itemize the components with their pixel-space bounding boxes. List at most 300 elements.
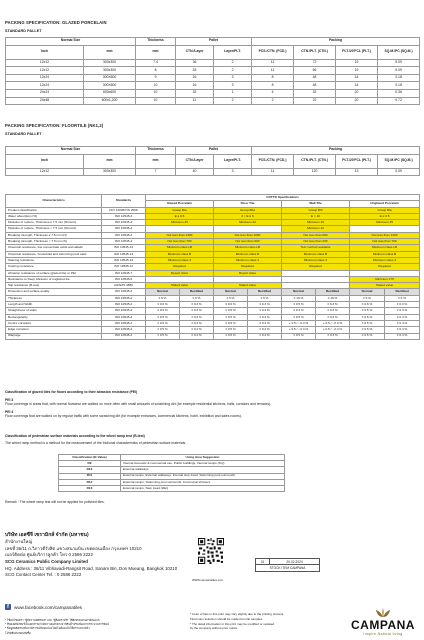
ramp-class: R11 [59, 473, 121, 479]
ramp-area: Internal domestic & commercial use, Public buildings, Internal ramps (Dry) [121, 461, 285, 467]
table-cell: 19 [336, 59, 378, 67]
spec-dim-value: ± 0.4 % [180, 327, 214, 333]
spec-standard: ISO 10545-11 [102, 264, 146, 270]
table-cell: 2 [214, 67, 252, 75]
table-cell: 12x12 [6, 59, 84, 67]
spec-value: Minimum class B [282, 251, 350, 257]
table-cell: 48 [294, 74, 336, 82]
spec-dim-value: ± 0.3 % [248, 308, 282, 314]
spec-standard: ISO 10545-4 [102, 226, 146, 232]
disclaimer-en-line: by the company without prior notice. [190, 626, 239, 631]
stock-date: 20-02-2024 [286, 559, 303, 564]
spec-value: Minimum class B [214, 251, 282, 257]
spec-dim-value: ± 0.5 % [146, 308, 180, 314]
hdr-thickness: Thickness [136, 38, 176, 46]
spec-dim-value: ± 5 % [214, 295, 248, 301]
table-cell: 8 [252, 82, 294, 90]
spec-standard: ISO 10545-2 [102, 289, 146, 295]
spec-dim-value: ± 5 % [350, 295, 385, 301]
spec-dim-value: ± 0.6 % [214, 302, 248, 308]
table-cell: 32 [294, 89, 336, 97]
hdr-mm2: mm [136, 45, 176, 59]
table-cell: 10 [136, 89, 176, 97]
spec-col-unglazed: Unglazed Porcelain [350, 201, 420, 207]
spec-dim-value: ± 0.5 % [214, 314, 248, 320]
spec-value: Minimum class 3 [146, 257, 214, 263]
spec-dim-value: Rectified [180, 289, 214, 295]
table-cell: 2 [214, 59, 252, 67]
spec-dim-value: Normal [214, 289, 248, 295]
spec-standard: ISO 10545-7 [102, 270, 146, 276]
table-cell: 0.09 [378, 67, 420, 75]
ramp-class: R13 [59, 485, 121, 491]
spec-value: Required [214, 264, 282, 270]
spec-value: Not less than 1300 [350, 232, 420, 238]
table-cell: 14 [336, 82, 378, 90]
table-cell: 66 [294, 67, 336, 75]
spec-value: Group BIa [146, 207, 214, 213]
company-office-th: สำนักงานใหญ่ [5, 539, 33, 545]
spec-dim-value: ± 0.5 % [350, 308, 385, 314]
spec-characteristic: Dimension and surface quality [6, 289, 102, 295]
spec-characteristic: Chemical resistance, household and swimming pool salts [6, 251, 102, 257]
pei4-label: PEI 4 [5, 409, 14, 414]
spec-standard: ISO 10545-2 [102, 320, 146, 326]
spec-dim-value: ± 0.3 % [248, 302, 282, 308]
ramp-hdr-class: Classification (R-Value) [59, 455, 121, 461]
spec-value: Minimum class 3 [282, 257, 350, 263]
disclaimer-en-line: Final color selection should be made from tile samples. [190, 616, 264, 621]
spec-dim-value: ± 0.3 % [316, 302, 350, 308]
spec-col-glazed: Glazed Porcelain [146, 201, 214, 207]
table-cell: 11 [252, 59, 294, 67]
spec-characteristic: Edge curvature [6, 327, 102, 333]
table-cell: 12x12 [6, 67, 84, 75]
disclaimer-th-line: * ข้อมูลผลิตภัณฑ์อาจมีการเปลี่ยนแปลงโดยไม่ต้องแจ้งให้ทราบล่วงหน้า [5, 626, 90, 631]
disclaimer-en-line: * The detail information in this print may be modified or updated [190, 621, 275, 626]
table-cell: 0.09 [378, 168, 420, 176]
table-cell: 20 [336, 97, 378, 105]
table-cell: 3 [214, 74, 252, 82]
ramp-desc: The wheel ramp method is a method for the measurement of the frictional characteristics of pedestrian surface materials. [5, 440, 187, 445]
spec-standard: ISO 10545-14 [102, 257, 146, 263]
spec-dim-value: ± 0.3 % [385, 314, 420, 320]
table-cell: 7.4 [136, 59, 176, 67]
spec-standard: ISO 10545-13 [102, 251, 146, 257]
spec-value: Group BIII [282, 207, 350, 213]
table-cell: 12x12 [6, 168, 84, 176]
spec-value: E ≤ 0.5 [146, 213, 214, 219]
spec-value: Minimum class 3 [350, 257, 420, 263]
pei3-label: PEI 3 [5, 397, 14, 402]
spec-value: Minimum class LB [214, 245, 282, 251]
table-cell: 0.18 [378, 74, 420, 82]
spec-dim-value: ± 0.4 % [385, 333, 420, 339]
table-cell: 300X600 [84, 74, 136, 82]
ramp-area: External walkways [121, 467, 285, 473]
company-phone-en: SCG Contact Center Tel. : 0 2586 2222 [5, 572, 82, 578]
spec-dim-value: ± 0.5 % [282, 302, 316, 308]
spec-value: Not less than 1300 [146, 232, 214, 238]
spec-value: Not less than 200 [282, 239, 350, 245]
table-cell: 3 [214, 168, 252, 176]
packing-table-floortile [5, 146, 420, 176]
table-cell: 120 [294, 168, 336, 176]
ramp-row [59, 485, 285, 491]
table-cell: 9 [136, 74, 176, 82]
hdr2-pcs-ctn: PCS./CTN. (FCD.) [252, 154, 294, 168]
table-cell: 12x24 [6, 82, 84, 90]
pallet-subtitle-glazed: STANDARD PALLET [5, 29, 42, 33]
table-cell: 8 [136, 67, 176, 75]
ramp-hdr-area: Using Area Suggestion [121, 455, 285, 461]
spec-characteristic: Product classification [6, 207, 102, 213]
spec-characteristic: Breaking strength, Thickness ≥ 7.5 mm (N) [6, 232, 102, 238]
spec-value: Not less than 1000 [214, 232, 282, 238]
pei4-text: Floor coverings that are walked on by regular traffic with some scratching dirt (for example entrances, commercial kitchens, hotel, exhibition and sales rooms). [5, 414, 242, 419]
spec-dim-value: ± 0.3 % [180, 314, 214, 320]
spec-characteristic: Abrasion resistance of surface (glazed tile) or PEI [6, 270, 102, 276]
spec-dim-value: Rectified [316, 289, 350, 295]
ramp-class: R9 [59, 461, 121, 467]
hdr2-mm2: mm [136, 154, 176, 168]
table-row [6, 97, 420, 105]
spec-characteristic: Resistance to Deep Abrasion of unglazed tile [6, 276, 102, 282]
table-cell: 16 [176, 82, 214, 90]
spec-hdr-characteristics: Characteristics [6, 195, 102, 208]
spec-dim-value: ± 10 % [316, 295, 350, 301]
spec-dim-value: ± 0.3 % [180, 302, 214, 308]
ramp-class: R12 [59, 479, 121, 485]
ramp-table [58, 454, 285, 492]
facebook-url[interactable]: www.facebook.com/campanatiles [14, 604, 82, 610]
qr-url[interactable]: WWW.campanatiles.com [192, 578, 224, 582]
spec-hdr-standards: Standards [102, 195, 146, 208]
hdr2-sqm-pc: SQ.M./PC (SQ.M.) [378, 154, 420, 168]
spec-value: Test method available [282, 245, 350, 251]
spec-dim-value: ± 5 % [180, 295, 214, 301]
table-cell: 19 [336, 67, 378, 75]
ramp-area: External ramps, Swimming pool surrounds, Communal showers [121, 479, 285, 485]
hdr-inch: Inch [6, 45, 84, 59]
spec-value: Not less than 700 [350, 239, 420, 245]
spec-dim-value: ± 0.5 % [282, 314, 316, 320]
spec-value: Not less than 600 [282, 232, 350, 238]
company-name-en: SCG Ceramics Public Company Limited [5, 559, 88, 565]
spec-standard: ISO 10545-13 [102, 245, 146, 251]
spec-value: E > 10 [282, 213, 350, 219]
pei3-text: Floor coverings in areas that, with normal footwear are walked on more often with small amounts of scratching dirt (for example residential kitchens, halls, corridors and terraces). [5, 402, 272, 407]
pei-section [5, 390, 419, 419]
spec-value: Stated value [214, 283, 282, 289]
table-cell: 7 [136, 168, 176, 176]
spec-col-floor: Floor Tile [214, 201, 282, 207]
disclaimer-th-line: * ใช้คลไซยตรา "ผู้มีความมีสลิกเด๋" และ "ผู้ถือคราห์ช" ใช้ผิกดับเพกนต่าอีหองแก [5, 618, 100, 622]
spec-value: Stated value [146, 283, 214, 289]
hdr-layer-plt: Layer/PLT. [214, 45, 252, 59]
table-cell: 600x1,200 [84, 97, 136, 105]
table-cell: 300x300 [84, 59, 136, 67]
hdr2-thickness: Thickness [136, 147, 176, 155]
spec-value: E ≤ 0.5 [350, 213, 420, 219]
hdr-plt-fcl: PLT./20'FCL (PLT.) [336, 45, 378, 59]
pei-title: Classification of glazed tiles for floors according to their abrasion resistance (PEI) [5, 390, 138, 394]
table-cell: 2 [252, 97, 294, 105]
spec-dim-value: ± 0.3 % [316, 333, 350, 339]
spec-value: Minimum 22 [214, 220, 282, 226]
hdr-ctn-layer: CTN./Layer [176, 45, 214, 59]
spec-dim-value: ± 0.4 % [385, 320, 420, 326]
spec-dim-value: ± 0.5 % [214, 308, 248, 314]
spec-value: Minimum 15 [282, 220, 350, 226]
spec-dim-value: ± 5 % [248, 295, 282, 301]
spec-dim-value: ± 0.4 % [248, 333, 282, 339]
spec-dim-value: + 0.5 / - 0.3 % [316, 320, 350, 326]
hdr2-layer-plt: Layer/PLT. [214, 154, 252, 168]
hdr2-ctn-layer: CTN./Layer [176, 154, 214, 168]
spec-dim-value: ± 0.5 % [146, 327, 180, 333]
table-row [6, 168, 420, 176]
hdr2-ctn-plt: CTN./PLT. (CTN.) [294, 154, 336, 168]
stock-number: 01 [256, 559, 270, 564]
qr-code-icon[interactable] [198, 538, 224, 564]
spec-characteristic: Modulus of rupture, Thickness < 7.5 mm (N/mm2) [6, 226, 102, 232]
spec-dim-value: ± 0.3 % [180, 308, 214, 314]
spec-dim-value: ± 0.3 % [385, 302, 420, 308]
spec-characteristic: Crazing resistance [6, 264, 102, 270]
spec-dim-value: ± 0.4 % [248, 320, 282, 326]
table-cell: 300x300 [84, 168, 136, 176]
spec-dim-value: ± 0.5 % [214, 327, 248, 333]
table-row [6, 74, 420, 82]
spec-characteristic: Slip resistance (R-test) [6, 283, 102, 289]
company-name-th: บริษัท เอสซีจี เซรามิกส์ จำกัด (มหาชน) [5, 532, 89, 538]
spec-dim-value: Rectified [385, 289, 420, 295]
spec-standard: ISO 13006/TIS 2508 [102, 207, 146, 213]
spec-value: Not less than 700 [146, 239, 214, 245]
pallet-subtitle-floortile: STANDARD PALLET [5, 132, 42, 136]
table-row [6, 89, 420, 97]
table-cell: 14 [336, 74, 378, 82]
table-cell: 1 [214, 89, 252, 97]
table-cell: 300x300 [84, 67, 136, 75]
spec-characteristic: Straightness of sides [6, 308, 102, 314]
ramp-class: R10 [59, 467, 121, 473]
spec-standard: ISO 10545-2 [102, 327, 146, 333]
spec-dim-value: Rectified [248, 289, 282, 295]
table-cell: 3 [214, 82, 252, 90]
hdr-mm: mm [84, 45, 136, 59]
stock-badge [255, 558, 320, 572]
spec-standard: ISO 10545-4 [102, 232, 146, 238]
packing-title-floortile: PACKING SPECIFICATION: FLOORTILE (NK1,2) [5, 123, 104, 128]
table-cell: 36 [176, 59, 214, 67]
hdr2-plt-fcl: PLT./20'FCL (PLT.) [336, 154, 378, 168]
spec-value: Report class [146, 270, 214, 276]
spec-value: Minimum 12 [282, 226, 350, 232]
hdr-pcs-ctn: PCS./CTN. (FCD.) [252, 45, 294, 59]
spec-dim-value: + 0.5 / - 0.3 % [316, 327, 350, 333]
spec-dim-value: + 0.5 / - 0.3 % [282, 327, 316, 333]
spec-dim-value: ± 0.5 % [350, 327, 385, 333]
table-cell: 4 [252, 89, 294, 97]
spec-standard: ISO 10545-2 [102, 308, 146, 314]
table-cell: 72 [294, 59, 336, 67]
table-cell: 33 [176, 67, 214, 75]
disclaimer-th-line: โปรดยืนยันก่อนสั่งซื้อ [5, 630, 31, 635]
spec-value: Minimum class 3 [214, 257, 282, 263]
spec-value: Required [146, 264, 214, 270]
spec-value: Minimum 35 [350, 220, 420, 226]
table-cell: 32 [176, 89, 214, 97]
spec-characteristic: Breaking strength, Thickness < 7.5 mm (N) [6, 239, 102, 245]
company-address-th: เลขที่ 36/11 ถ.วิภาวดีรังสิต แขวงสนามบิน เขตดอนเมือง กรุงเทพฯ 10210 [5, 545, 142, 551]
brand-name: CAMPANA [351, 618, 415, 632]
hdr-pallet: Pallet [176, 38, 252, 46]
ramp-section [5, 434, 419, 445]
table-cell: 0.18 [378, 82, 420, 90]
hdr2-pallet: Pallet [176, 147, 252, 155]
table-cell: 24x48 [6, 97, 84, 105]
spec-hdr-cotto: COTTO Specifications [146, 195, 420, 201]
spec-dim-value: ± 0.6 % [350, 302, 385, 308]
table-cell: 16 [176, 74, 214, 82]
spec-value: Report class [214, 270, 282, 276]
spec-dim-value: Normal [282, 289, 316, 295]
facebook-link[interactable] [5, 604, 82, 610]
spec-standard: ISO 10545-4 [102, 220, 146, 226]
spec-value: Required [282, 264, 350, 270]
ramp-remark: Remark : The wheel ramp test will not be applied for polished tiles. [5, 500, 105, 504]
spec-characteristic: Length and Width [6, 302, 102, 308]
ramp-area: External ramps, External walkways, Internal step tread, Swimming pool surrounds [121, 473, 285, 479]
spec-characteristic: Staining resistance [6, 257, 102, 263]
table-cell: 40 [176, 168, 214, 176]
spec-dim-row [6, 333, 420, 339]
spec-dim-value: ± 0.3 % [282, 308, 316, 314]
stock-label: STOCK ITEM CAMPANA [269, 566, 306, 570]
disclaimer-en-line: * Color of tiles in this print may vary slightly due to the printing process. [190, 612, 285, 616]
spec-standard: ISO 10545-2 [102, 314, 146, 320]
hdr2-normal-size: Normal Size [6, 147, 136, 155]
spec-standard: ISO 10545-6 [102, 276, 146, 282]
packing-table-glazed [5, 37, 420, 105]
table-row [6, 59, 420, 67]
brand-tagline: Inspire Natural living [363, 632, 403, 636]
spec-dim-value: Normal [146, 289, 180, 295]
facebook-icon: f [5, 604, 11, 610]
hdr2-packing: Packing [252, 147, 420, 155]
table-cell: 11 [176, 97, 214, 105]
table-cell: 12x24 [6, 74, 84, 82]
ramp-area: External ramps, Step tread (Wet) [121, 485, 285, 491]
spec-value: Minimum class LB [350, 245, 420, 251]
spec-dim-value: ± 5 % [146, 295, 180, 301]
table-cell: 20 [336, 89, 378, 97]
disclaimer-th-line: * สีของผลิตภัณฑ์ในเอกสารอาจมีความแตกต่างจากสินค้าจริงเนื่องจากกระบวนการพิมพ์ [5, 622, 110, 627]
spec-value: Minimum 35 [146, 220, 214, 226]
table-cell: 300X600 [84, 82, 136, 90]
company-address-en: HQ. Address : 36/11 Vibhavadi-Rangsit Road, Sanam Bin, Don Mueang, Bangkok 10210 [5, 565, 178, 571]
table-cell: 600x600 [84, 89, 136, 97]
campana-logo [346, 608, 420, 636]
company-phone-th: เบอร์ติดต่อ ศูนย์บริการลูกค้า โทร 0 2586 2222 [5, 552, 93, 557]
spec-characteristic: Water absorption (%) [6, 213, 102, 219]
table-cell: 10 [136, 82, 176, 90]
ramp-title: Classification of pedestrian surface materials according to the wheel ramp test (R-test) [5, 434, 145, 438]
table-cell: 22 [294, 97, 336, 105]
table-cell: 2 [214, 97, 252, 105]
spec-dim-value: ± 0.4 % [385, 327, 420, 333]
table-row [6, 82, 420, 90]
spec-value: Group BIIa [214, 207, 282, 213]
spec-value: Required [350, 264, 420, 270]
spec-dim-value: ± 0.5 % [146, 320, 180, 326]
spec-value: Group BIa [350, 207, 420, 213]
leaf-icon [375, 608, 391, 618]
table-cell: 8 [252, 74, 294, 82]
spec-dim-value: ± 0.3 % [385, 308, 420, 314]
hdr-packing: Packing [252, 38, 420, 46]
spec-dim-value: ± 0.5 % [282, 333, 316, 339]
spec-dim-value: ± 0.5 % [146, 314, 180, 320]
spec-dim-value: ± 0.4 % [180, 320, 214, 326]
spec-standard: AS/NZS 4586 [102, 283, 146, 289]
spec-value: Minimum class B [146, 251, 214, 257]
table-cell: 10 [136, 97, 176, 105]
spec-characteristic: Warpage [6, 333, 102, 339]
spec-value: Minimum class LB [146, 245, 214, 251]
table-cell: 0.36 [378, 89, 420, 97]
spec-standard: ISO 10545-2 [102, 333, 146, 339]
technical-spec-table [5, 194, 420, 340]
spec-standard: ISO 10545-3 [102, 213, 146, 219]
spec-dim-value: + 0.5 / - 0.3 % [282, 320, 316, 326]
table-cell: 0.09 [378, 59, 420, 67]
company-info [5, 532, 177, 579]
spec-characteristic: Thickness [6, 295, 102, 301]
table-cell: 24x24 [6, 89, 84, 97]
spec-dim-value: ± 0.5 % [214, 333, 248, 339]
hdr2-mm: mm [84, 154, 136, 168]
spec-dim-value: ± 5 % [385, 295, 420, 301]
table-cell: 13 [336, 168, 378, 176]
table-row [6, 67, 420, 75]
hdr-sqm-pc: SQ.M./PC (SQ.M.) [378, 45, 420, 59]
spec-col-wall: Wall Tile [282, 201, 350, 207]
spec-dim-value: ± 0.5 % [146, 333, 180, 339]
spec-dim-value: ± 0.3 % [316, 308, 350, 314]
spec-dim-value: ± 0.5 % [350, 333, 385, 339]
hdr-normal-size: Normal Size [6, 38, 136, 46]
spec-dim-value: Normal [350, 289, 385, 295]
table-cell: 11 [252, 67, 294, 75]
spec-dim-value: ± 0.6 % [146, 302, 180, 308]
spec-standard: ISO 10545-4 [102, 239, 146, 245]
packing-title-glazed: PACKING SPECIFICATION: GLAZED PORCELAIN [5, 20, 107, 25]
spec-characteristic: Centre curvature [6, 320, 102, 326]
disclaimer-en [190, 612, 340, 631]
spec-value: 3 < E ≤ 6 [214, 213, 282, 219]
spec-characteristic: Chemical resistance, low concentrate acids and alkalis [6, 245, 102, 251]
spec-dim-value: ± 0.4 % [248, 327, 282, 333]
table-cell: 11 [252, 168, 294, 176]
table-cell: 48 [294, 82, 336, 90]
spec-dim-value: ± 0.5 % [214, 320, 248, 326]
spec-dim-value: ± 0.4 % [180, 333, 214, 339]
hdr-ctn-plt: CTN./PLT. (CTN.) [294, 45, 336, 59]
spec-dim-value: ± 0.5 % [350, 320, 385, 326]
